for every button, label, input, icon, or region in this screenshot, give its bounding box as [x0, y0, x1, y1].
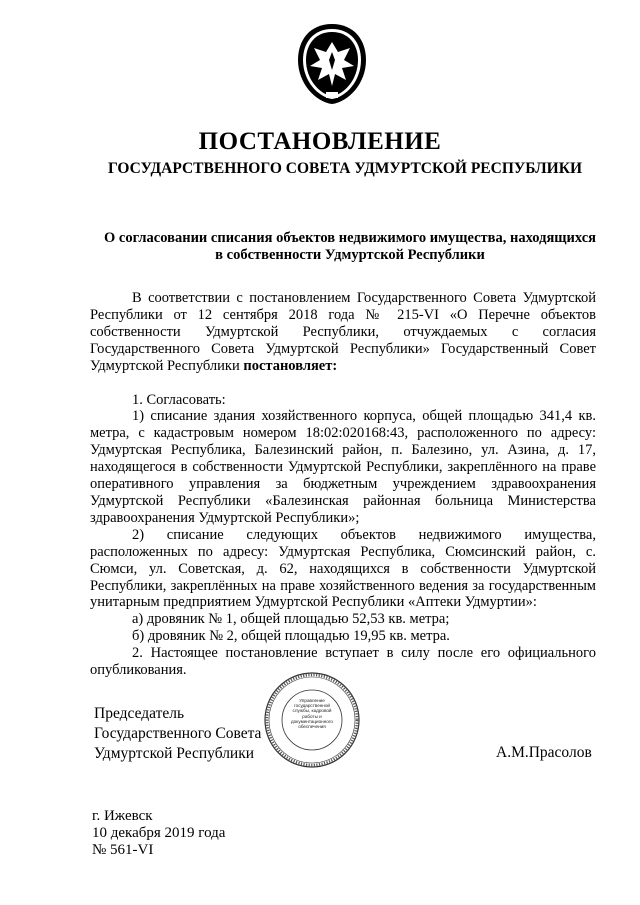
- signatory-position-line-2: Государственного Совета: [94, 725, 262, 742]
- item-1-2: 2) списание следующих объектов недвижимого имущества, расположенных по адресу: Удмуртская Республика, Сюмсинский район, с. Сюмси, ул. Советская, д. 62, находящихся в собственности Удмуртской Республики, закреплённых на праве хозяйственного ведения за государственным унитарным предприятием Удмуртской Республики «Аптеки Удмуртии»:: [90, 526, 596, 611]
- document-subtitle: ГОСУДАРСТВЕННОГО СОВЕТА УДМУРТСКОЙ РЕСПУБЛИКИ: [107, 160, 583, 177]
- item-1-1: 1) списание здания хозяйственного корпуса, общей площадью 341,4 кв. метра, с кадастровым номером 18:02:020168:43, расположенного по адресу: Удмуртская Республика, Балезинский район, п. Балезино, ул. Азина, д. 17, находящегося в собственности Удмуртской Республики, закреплённого на праве оперативного управления за бюджетным учреждением здравоохранения Удмуртской Республики «Балезинская районная больница Министерства здравоохранения Удмуртской Республики»;: [90, 408, 596, 526]
- signatory-position-line-3: Удмуртской Республики: [94, 745, 255, 762]
- preamble-text: В соответствии с постановлением Государственного Совета Удмуртской Республики от 12 сентября 2018 года № 215-VI «О Перечне объектов собственности Удмуртской Республики, отчуждаемых с согласия Государственного Совета Удмуртской Республики» Государственный Совет Удмуртской Республики: [90, 290, 596, 374]
- stamp-inner-text: Управление государственной службы, кадровой работы и документационного обеспечения: [291, 698, 333, 730]
- item-1-2-b: б) дровяник № 2, общей площадью 19,95 кв. метра.: [132, 628, 450, 645]
- document-body: [90, 290, 596, 679]
- subject-line-2: в собственности Удмуртской Республики: [215, 247, 485, 263]
- document-footer: [92, 808, 225, 859]
- preamble-tail: :: [332, 357, 338, 374]
- footer-date: 10 декабря 2019 года: [92, 825, 226, 841]
- signatory-name: А.М.Прасолов: [496, 744, 592, 761]
- coat-of-arms-emblem: [296, 22, 368, 106]
- signatory-position-line-1: Председатель: [94, 705, 185, 722]
- footer-number: № 561-VI: [92, 842, 154, 858]
- footer-city: г. Ижевск: [92, 808, 153, 824]
- signatory-position: [94, 704, 261, 764]
- item-1: 1. Согласовать:: [132, 391, 226, 408]
- subject-line-1: О согласовании списания объектов недвижимого имущества, находящихся: [103, 230, 597, 246]
- preamble-paragraph: [90, 290, 596, 375]
- preamble-bold-word: постановляет: [243, 357, 333, 374]
- item-1-2-a: а) дровяник № 1, общей площадью 52,53 кв. метра;: [132, 611, 450, 628]
- document-title: ПОСТАНОВЛЕНИЕ: [198, 128, 442, 155]
- item-2: 2. Настоящее постановление вступает в силу после его официального опубликования.: [90, 645, 596, 679]
- document-subject: [100, 230, 600, 264]
